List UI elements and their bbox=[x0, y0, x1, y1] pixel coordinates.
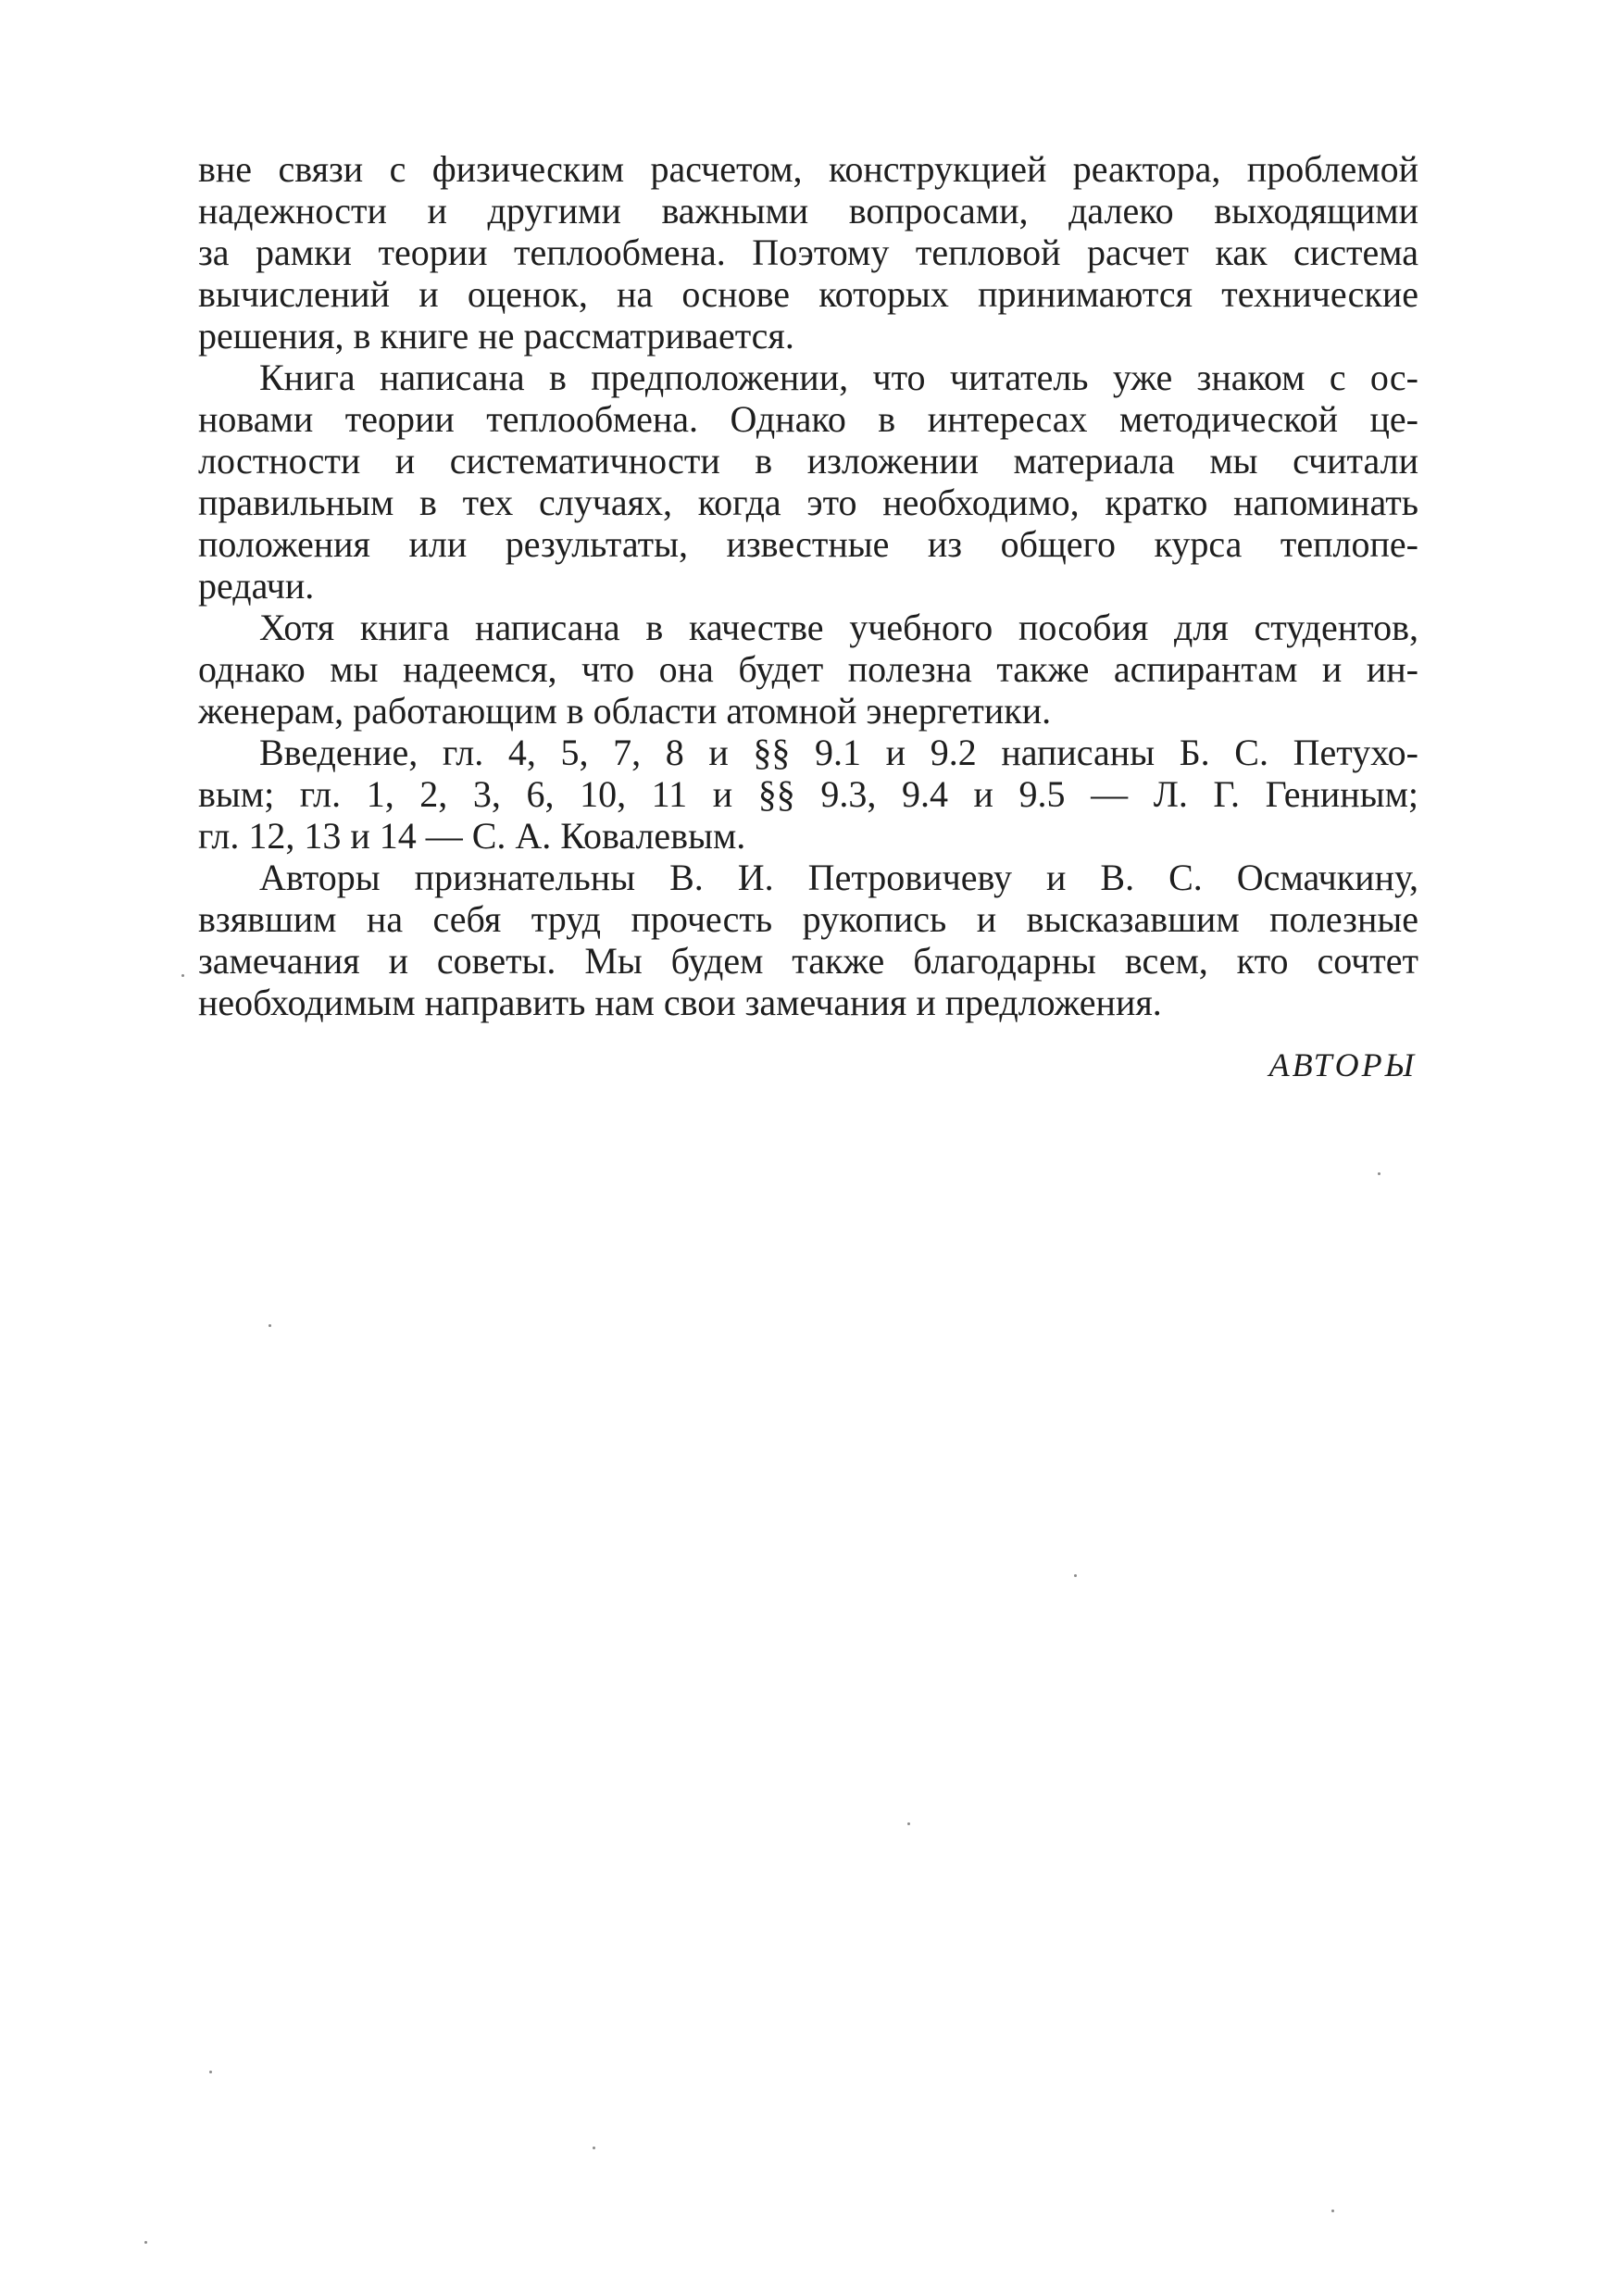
scan-speck bbox=[144, 2241, 147, 2244]
text-line: правильным в тех случаях, когда это необходимо, кратко напоминать bbox=[198, 482, 1418, 523]
text-line: гл. 12, 13 и 14 — С. А. Ковалевым. bbox=[198, 815, 746, 857]
text-line: Введение, гл. 4, 5, 7, 8 и §§ 9.1 и 9.2 написаны Б. С. Петухо- bbox=[259, 732, 1418, 773]
text-line: Книга написана в предположении, что читатель уже знаком с ос- bbox=[259, 357, 1418, 398]
text-line: необходимым направить нам свои замечания и предложения. bbox=[198, 982, 1162, 1023]
scan-speck bbox=[1378, 1172, 1380, 1175]
text-line: однако мы надеемся, что она будет полезна также аспирантам и ин- bbox=[198, 648, 1418, 690]
scan-speck bbox=[209, 2071, 212, 2073]
scan-speck bbox=[269, 1324, 271, 1327]
text-line: за рамки теории теплообмена. Поэтому тепловой расчет как система bbox=[198, 232, 1418, 273]
signature-authors: АВТОРЫ bbox=[1268, 1046, 1417, 1083]
paragraph-1 bbox=[198, 148, 1418, 357]
text-line: Хотя книга написана в качестве учебного пособия для студентов, bbox=[259, 607, 1418, 648]
body-text bbox=[198, 148, 1418, 1023]
text-line: вычислений и оценок, на основе которых принимаются технические bbox=[198, 273, 1418, 315]
text-line: положения или результаты, известные из общего курса теплопе- bbox=[198, 523, 1418, 565]
text-line: лостности и систематичности в изложении материала мы считали bbox=[198, 440, 1418, 482]
text-line: решения, в книге не рассматривается. bbox=[198, 315, 794, 357]
paragraph-4 bbox=[198, 732, 1418, 857]
text-line: взявшим на себя труд прочесть рукопись и высказавшим полезные bbox=[198, 898, 1418, 940]
text-line: вым; гл. 1, 2, 3, 6, 10, 11 и §§ 9.3, 9.4 и 9.5 — Л. Г. Гениным; bbox=[198, 773, 1418, 815]
scan-speck bbox=[1331, 2210, 1334, 2212]
text-line: женерам, работающим в области атомной энергетики. bbox=[198, 690, 1052, 732]
scan-speck bbox=[1074, 1574, 1077, 1577]
paragraph-3 bbox=[198, 607, 1418, 732]
text-line: редачи. bbox=[198, 565, 315, 607]
paragraph-5 bbox=[198, 857, 1418, 1023]
text-line: надежности и другими важными вопросами, далеко выходящими bbox=[198, 190, 1418, 232]
text-line: Авторы признательны В. И. Петровичеву и В. С. Осмачкину, bbox=[259, 857, 1418, 898]
text-line: замечания и советы. Мы будем также благодарны всем, кто сочтет bbox=[198, 940, 1418, 982]
scan-speck bbox=[907, 1822, 910, 1825]
text-line: новами теории теплообмена. Однако в интересах методической це- bbox=[198, 398, 1418, 440]
scan-speck bbox=[181, 974, 184, 977]
text-line: вне связи с физическим расчетом, конструкцией реактора, проблемой bbox=[198, 148, 1418, 190]
paragraph-2 bbox=[198, 357, 1418, 607]
scan-speck bbox=[593, 2147, 595, 2149]
